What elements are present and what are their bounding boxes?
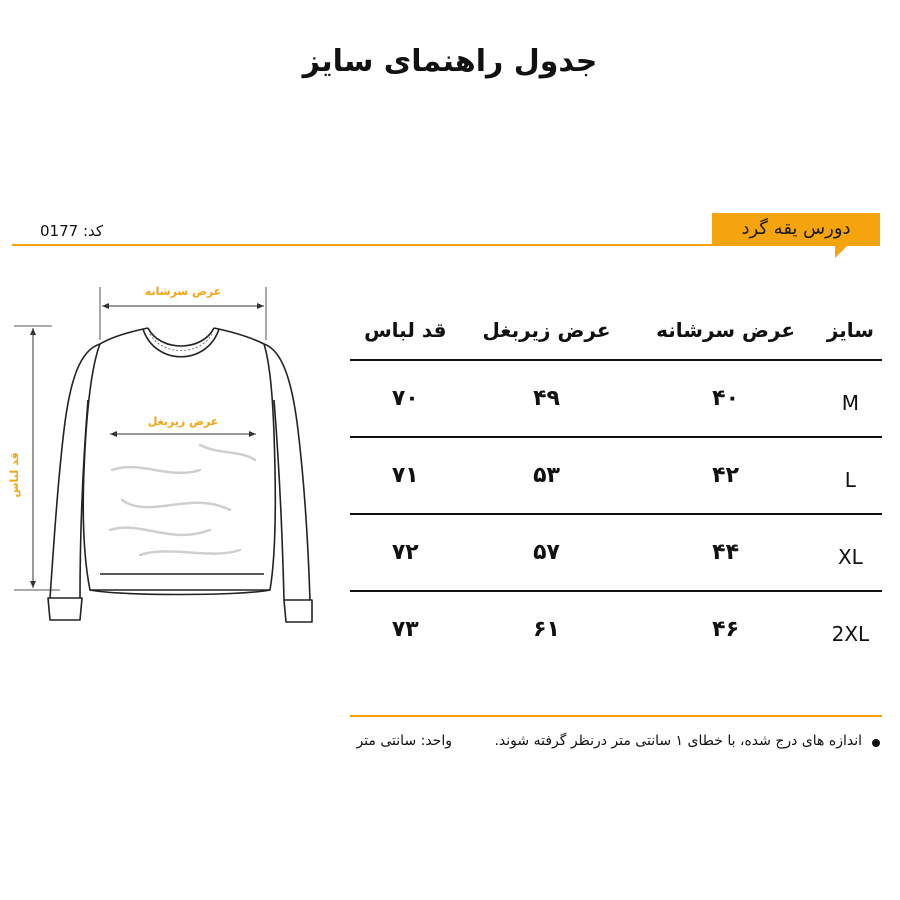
shoulder-cell: ۴۶ bbox=[712, 617, 740, 642]
length-cell: ۷۳ bbox=[391, 617, 419, 642]
bullet-icon bbox=[872, 739, 880, 747]
tolerance-note: اندازه های درج شده، با خطای ۱ سانتی متر درنظر گرفته شوند. bbox=[494, 733, 862, 749]
table-row bbox=[350, 437, 882, 514]
shoulder-cell: ۴۴ bbox=[632, 514, 818, 591]
product-code bbox=[40, 222, 103, 240]
size-cell: 2XL bbox=[831, 621, 870, 646]
header-length: قد لباس bbox=[350, 300, 461, 360]
table-row bbox=[350, 591, 882, 667]
product-code-value: 0177 bbox=[40, 222, 79, 240]
header-divider bbox=[12, 244, 880, 246]
tab-notch bbox=[835, 246, 847, 258]
shoulder-width-label: عرض سرشانه bbox=[144, 285, 222, 298]
product-name-tab bbox=[712, 213, 880, 246]
size-table bbox=[350, 300, 882, 667]
shoulder-cell: ۴۰ bbox=[632, 360, 818, 437]
unit-note: واحد: سانتی متر bbox=[356, 733, 452, 749]
table-row bbox=[350, 514, 882, 591]
chest-cell: ۵۷ bbox=[461, 514, 633, 591]
shoulder-cell: ۴۲ bbox=[632, 437, 818, 514]
table-header-row bbox=[350, 300, 882, 360]
table-row bbox=[350, 360, 882, 437]
size-cell: L bbox=[819, 437, 882, 514]
length-cell: ۷۲ bbox=[350, 514, 461, 591]
length-cell: ۷۱ bbox=[350, 437, 461, 514]
chest-cell: ۴۹ bbox=[461, 360, 633, 437]
chest-cell: ۵۳ bbox=[461, 437, 633, 514]
header-shoulder: عرض سرشانه bbox=[632, 300, 818, 360]
chest-width-label: عرض زیربغل bbox=[147, 415, 219, 428]
chest-cell: ۶۱ bbox=[533, 617, 560, 642]
length-label: قد لباس bbox=[8, 452, 21, 498]
product-code-label: کد: bbox=[82, 222, 104, 240]
page-title: جدول راهنمای سایز bbox=[302, 44, 598, 79]
header-size: سایز bbox=[819, 300, 882, 360]
size-cell: M bbox=[819, 360, 882, 437]
size-cell: XL bbox=[819, 514, 882, 591]
length-cell: ۷۰ bbox=[350, 360, 461, 437]
header-chest: عرض زیربغل bbox=[461, 300, 633, 360]
product-name: دورس یقه گرد bbox=[741, 218, 851, 239]
footer-divider bbox=[350, 715, 882, 717]
sweatshirt-illustration bbox=[0, 270, 340, 650]
